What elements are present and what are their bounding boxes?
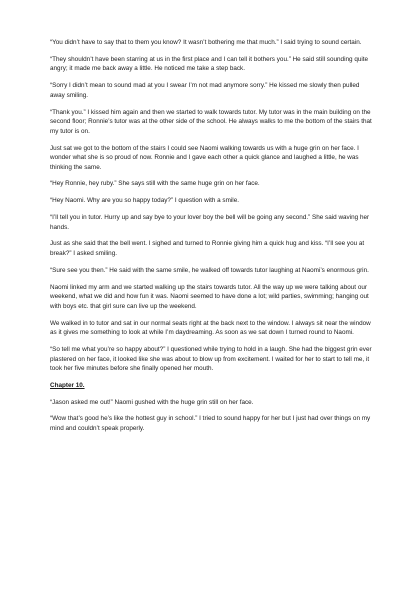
paragraph: We walked in to tutor and sat in our normal seats right at the back next to the window. I always sit near the window as it gives me something to look at while I’m daydreaming. As soon as we sat down I turned round to Naomi.: [50, 319, 371, 337]
paragraph: “Jason asked me out!” Naomi gushed with the huge grin still on her face.: [50, 398, 254, 406]
paragraph: “I’ll tell you in tutor. Hurry up and say bye to your lover boy the bell will be going any second.” She said waving her hands.: [50, 214, 370, 231]
chapter-heading: Chapter 10.: [50, 381, 85, 389]
paragraph: “Hey Naomi. Why are you so happy today?” I question with a smile.: [50, 197, 239, 205]
document-page: [50, 38, 372, 441]
paragraph: Naomi linked my arm and we started walking up the stairs towards tutor. All the way up we were talking about our weekend, what we did and how fun it was. Naomi seemed to have done a lot; wild parties, swimming; hanging out with boys etc. that girl sure can live up the weekend.: [50, 283, 369, 310]
paragraph: Just sat we got to the bottom of the stairs I could see Naomi walking towards us with a huge grin on her face. I wonder what she is so proud of now. Ronnie and I gave each other a quick glance and laughed a little, he was thinking the same.: [50, 144, 359, 171]
paragraph: Just as she said that the bell went. I sighed and turned to Ronnie giving him a quick hug and kiss. “I’ll see you at break?” I asked smiling.: [50, 240, 365, 257]
paragraph: “Thank you.” I kissed him again and then we started to walk towards tutor. My tutor was in the main building on the second floor; Ronnie’s tutor was at the other side of the school. He always walks to me the bottom of the stairs that my tutor is on.: [50, 108, 372, 135]
paragraph: “Sure see you then.” He said with the same smile, he walked off towards tutor laughing at Naomi’s enormous grin.: [50, 266, 369, 274]
paragraph: “Wow that’s good he’s like the hottest guy in school.” I tried to sound happy for her but I just had over things on my mind and couldn’t speak properly.: [50, 415, 371, 433]
paragraph: “They shouldn’t have been starring at us in the first place and I can tell it bothers you.” He said still sounding quite angry; it made me back away a little. He noticed me take a step back.: [50, 55, 369, 73]
paragraph: “You didn’t have to say that to them you know? It wasn’t bothering me that much.” I said trying to sound certain.: [50, 39, 362, 46]
paragraph: “Sorry I didn’t mean to sound mad at you I swear I’m not mad anymore sorry.” He kissed me slowly then pulled away smiling.: [50, 82, 360, 99]
paragraph: “Hey Ronnie, hey ruby.” She says still with the same huge grin on her face.: [50, 180, 260, 188]
paragraph: “So tell me what you’re so happy about?” I questioned while trying to hold in a laugh. She had the biggest grin ever plastered on her face, it looked like she was about to blow up from excitement. I waited for her to start to tell me, it took her five minutes before she finally opened her mouth.: [50, 345, 372, 373]
